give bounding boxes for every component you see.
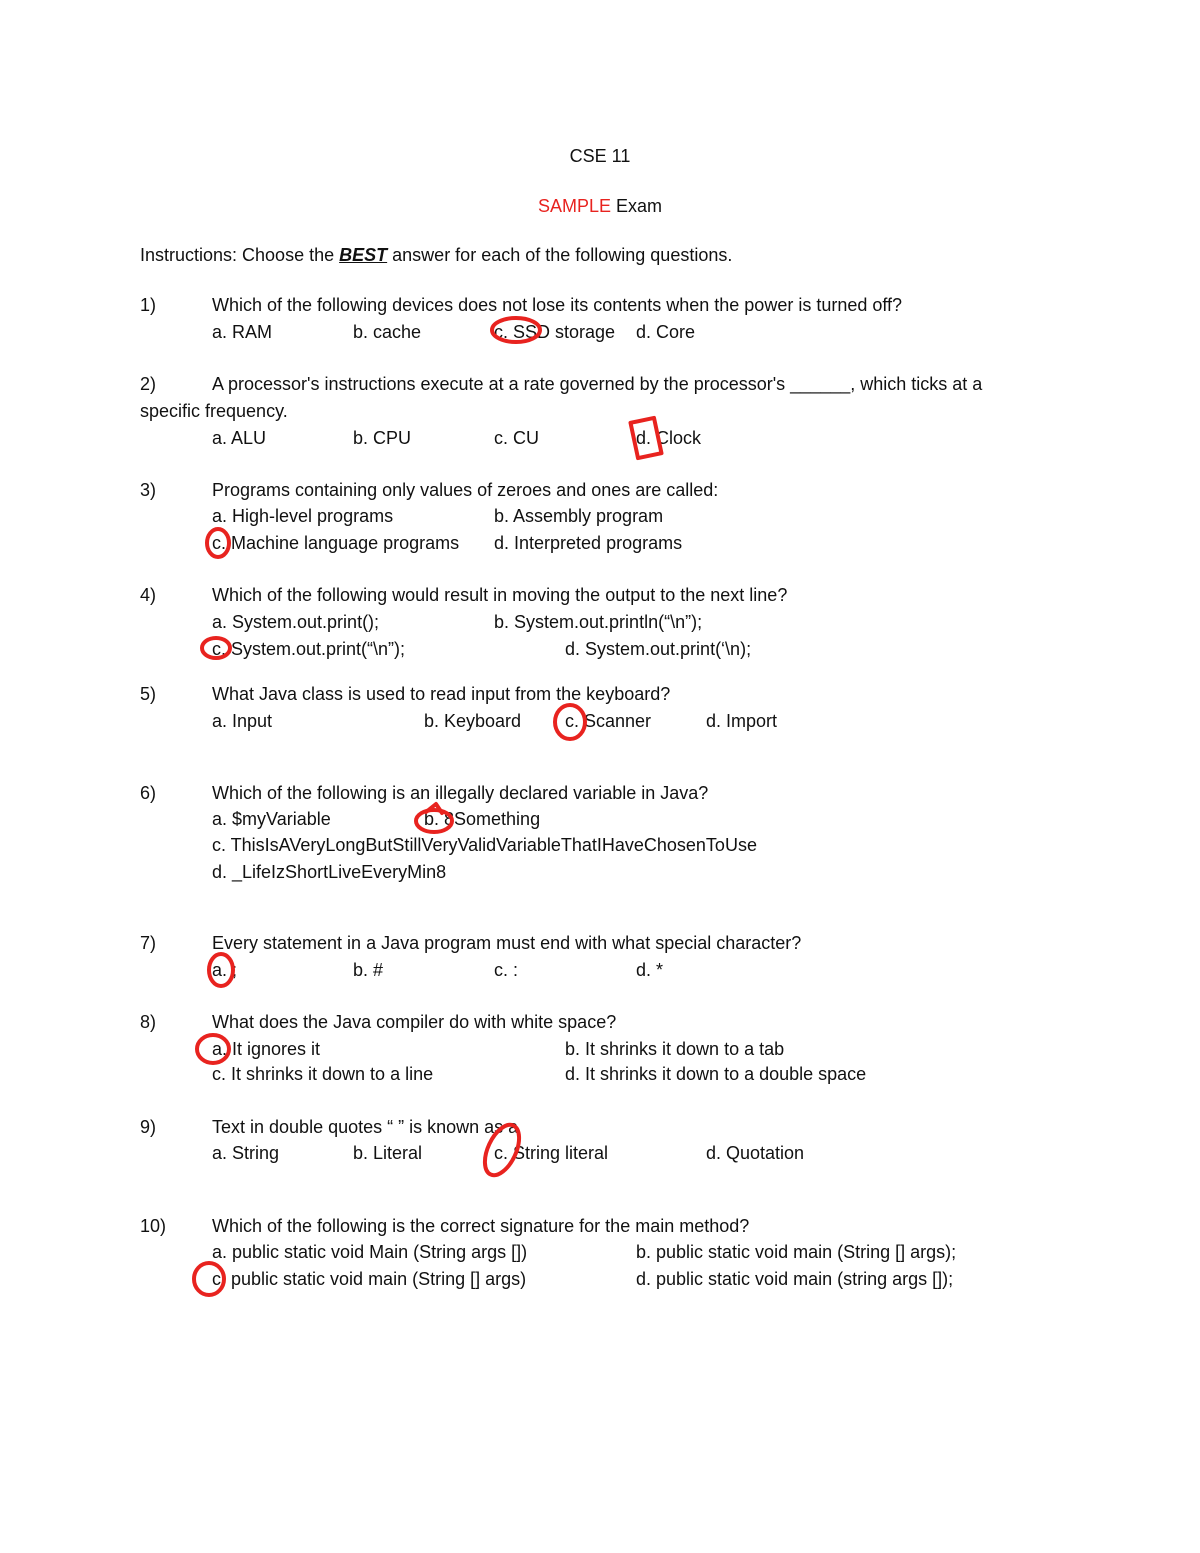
instructions-emphasis: BEST: [339, 245, 388, 265]
question-1-text: Which of the following devices does not lose its contents when the power is turned off?: [212, 295, 903, 315]
q2-option-b: b. CPU: [353, 428, 412, 448]
q10-option-c: c. public static void main (String [] args): [212, 1269, 527, 1289]
question-6-number: 6): [140, 783, 157, 803]
q5-option-a: a. Input: [212, 711, 273, 731]
q8-option-b: b. It shrinks it down to a tab: [565, 1039, 785, 1059]
question-7-number: 7): [140, 933, 157, 953]
question-2-number: 2): [140, 374, 157, 394]
question-4-text: Which of the following would result in moving the output to the next line?: [212, 585, 788, 605]
course-title: CSE 11: [569, 146, 631, 166]
instructions-suffix: answer for each of the following questions.: [392, 245, 733, 265]
question-3-number: 3): [140, 480, 157, 500]
q2-option-c: c. CU: [494, 428, 539, 448]
q7-option-d: d. *: [636, 960, 664, 980]
q1-option-b: b. cache: [353, 322, 422, 342]
q6-option-b: b. 8Something: [424, 809, 541, 829]
q9-option-a: a. String: [212, 1143, 280, 1163]
question-10-number: 10): [140, 1216, 167, 1236]
q4-option-b: b. System.out.println(“\n”);: [494, 612, 703, 632]
q6-option-c: c. ThisIsAVeryLongButStillVeryValidVariableThatIHaveChosenToUse: [212, 835, 757, 855]
q9-option-b: b. Literal: [353, 1143, 423, 1163]
question-9-text: Text in double quotes “ ” is known as a: [212, 1117, 519, 1137]
q1-option-a: a. RAM: [212, 322, 273, 342]
q3-option-a: a. High-level programs: [212, 506, 394, 526]
question-8-number: 8): [140, 1012, 157, 1032]
q4-option-c: c. System.out.print(“\n”);: [212, 639, 406, 659]
q7-option-a: a. ;: [212, 960, 238, 980]
q10-option-a: a. public static void Main (String args []): [212, 1242, 528, 1262]
q9-option-d: d. Quotation: [706, 1143, 805, 1163]
q6-option-d: d. _LifeIzShortLiveEveryMin8: [212, 862, 447, 882]
q7-option-c: c. :: [494, 960, 519, 980]
q3-option-b: b. Assembly program: [494, 506, 664, 526]
q1-option-c: c. SSD storage: [494, 322, 616, 342]
question-4-number: 4): [140, 585, 157, 605]
q5-option-c: c. Scanner: [565, 711, 652, 731]
question-8-text: What does the Java compiler do with white space?: [212, 1012, 617, 1032]
q9-option-c: c. String literal: [494, 1143, 609, 1163]
q3-option-c: c. Machine language programs: [212, 533, 460, 553]
q7-option-b: b. #: [353, 960, 384, 980]
instructions: [140, 244, 732, 266]
instructions-prefix: Instructions: Choose the: [140, 245, 335, 265]
q6-option-a: a. $myVariable: [212, 809, 331, 829]
question-9-number: 9): [140, 1117, 157, 1137]
question-7-text: Every statement in a Java program must end with what special character?: [212, 933, 802, 953]
q4-option-a: a. System.out.print();: [212, 612, 380, 632]
exam-title-sample: SAMPLE: [537, 196, 611, 216]
q2-option-d: d. Clock: [636, 428, 702, 448]
exam-title-rest: Exam: [616, 196, 663, 216]
q2-option-a: a. ALU: [212, 428, 267, 448]
q5-option-d: d. Import: [706, 711, 778, 731]
q10-option-d: d. public static void main (string args []);: [636, 1269, 954, 1289]
q10-option-b: b. public static void main (String [] args);: [636, 1242, 957, 1262]
q4-option-d: d. System.out.print(‘\n);: [565, 639, 752, 659]
question-2-text: A processor's instructions execute at a rate governed by the processor's ______, which ticks at a: [212, 374, 983, 394]
q8-option-a: a. It ignores it: [212, 1039, 321, 1059]
question-10-text: Which of the following is the correct signature for the main method?: [212, 1216, 750, 1236]
question-6-text: Which of the following is an illegally declared variable in Java?: [212, 783, 709, 803]
q1-option-d: d. Core: [636, 322, 696, 342]
q8-option-d: d. It shrinks it down to a double space: [565, 1064, 867, 1084]
exam-title: [0, 195, 1200, 217]
q3-option-d: d. Interpreted programs: [494, 533, 683, 553]
q8-option-c: c. It shrinks it down to a line: [212, 1064, 434, 1084]
question-1-number: 1): [140, 295, 157, 315]
question-2-text-cont: specific frequency.: [140, 401, 288, 421]
question-5-number: 5): [140, 684, 157, 704]
question-5-text: What Java class is used to read input from the keyboard?: [212, 684, 671, 704]
question-3-text: Programs containing only values of zeroes and ones are called:: [212, 480, 719, 500]
q5-option-b: b. Keyboard: [424, 711, 522, 731]
